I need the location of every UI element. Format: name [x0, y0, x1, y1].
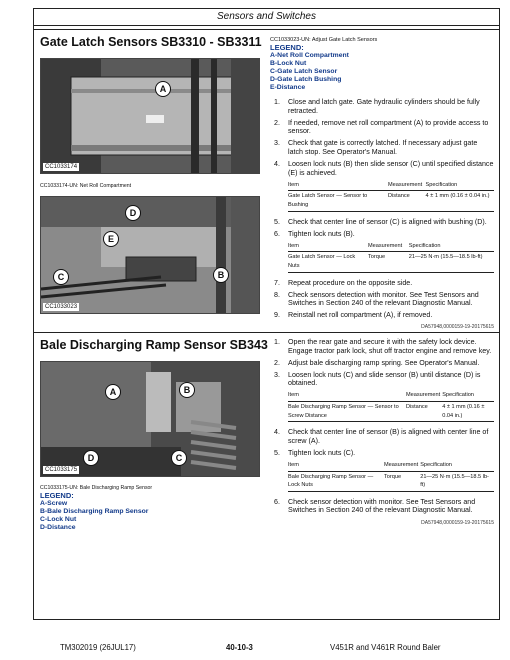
section-divider	[33, 29, 500, 30]
photo-id: CC1033175	[45, 467, 78, 473]
ramp-legend	[40, 492, 260, 532]
gate-steps	[274, 98, 494, 332]
gate-legend	[270, 36, 490, 92]
callout-b: B	[213, 267, 229, 283]
step: 9. Reinstall net roll compartment (A), if removed.	[274, 311, 433, 320]
footer-page-number: 40-10-3	[226, 643, 253, 652]
legend-item: A-Net Roll Compartment	[270, 52, 349, 59]
photo-caption: CC1033175-UN: Bale Discharging Ramp Sensor	[40, 485, 153, 491]
legend-title: LEGEND:	[270, 43, 304, 52]
step: 6. Check sensor detection with monitor. See Test Sensors and Switches in Section 240 of the relevant Diagnostic Manual.	[274, 497, 476, 515]
callout-a: A	[105, 384, 121, 400]
step: 5. Tighten lock nuts (C).	[274, 448, 356, 457]
legend-title: LEGEND:	[40, 491, 74, 500]
legend-item: C-Gate Latch Sensor	[270, 68, 338, 75]
step: 6. Tighten lock nuts (B).	[274, 229, 355, 238]
footer-doc-id: TM302019 (26JUL17)	[60, 643, 136, 652]
step: 1. Close and latch gate. Gate hydraulic cylinders should be fully retracted.	[274, 98, 480, 115]
callout-c: C	[53, 269, 69, 285]
callout-c: C	[171, 450, 187, 466]
callout-b: B	[179, 382, 195, 398]
photo-caption: CC1033174-UN: Net Roll Compartment	[40, 183, 132, 189]
step: 7. Repeat procedure on the opposite side.	[274, 278, 413, 287]
callout-e: E	[103, 231, 119, 247]
legend-item: A-Screw	[40, 500, 68, 507]
step: 3. Loosen lock nuts (C) and slide sensor (B) until distance (D) is obtained.	[274, 370, 481, 388]
step: 4. Check that center line of sensor (B) is aligned with center line of screw (A).	[274, 428, 489, 445]
spec-table: Item Measurement Specification Gate Latch Sensor — Lock Nuts Torque 21—25 N·m (15.5—18.5 lb-ft)	[288, 242, 494, 273]
legend-item: D-Gate Latch Bushing	[270, 76, 342, 83]
callout-d: D	[83, 450, 99, 466]
legend-item: B-Bale Discharging Ramp Sensor	[40, 508, 149, 515]
step: 5. Check that center line of sensor (C) is aligned with bushing (D).	[274, 217, 487, 226]
ramp-steps	[274, 338, 494, 527]
net-roll-photo	[40, 58, 260, 174]
step: 3. Check that gate is correctly latched. If necessary adjust gate latch stop. See Operator's Manual.	[274, 139, 478, 156]
photo-id: CC1033023	[45, 304, 78, 310]
ramp-sensor-photo	[40, 361, 260, 477]
legend-item: C-Lock Nut	[40, 516, 77, 523]
image-id: CC1033023-UN: Adjust Gate Latch Sensors	[270, 37, 378, 43]
spec-table: Item Measurement Specification Bale Discharging Ramp Sensor — Lock Nuts Torque 21—25 N·m (15.5—18.5 lb-ft)	[288, 461, 494, 492]
callout-d: D	[125, 205, 141, 221]
section-divider	[33, 332, 500, 333]
step: 8. Check sensors detection with monitor. See Test Sensors and Switches in Section 240 of the relevant Diagnostic Manual.	[274, 290, 479, 308]
page-header: Sensors and Switches	[33, 8, 500, 26]
callout-a: A	[155, 81, 171, 97]
step: 1. Open the rear gate and secure it with the safety lock device. Engage tractor park lock, shut off tractor engine and remove key.	[274, 338, 492, 355]
legend-item: D-Distance	[40, 524, 76, 531]
doc-reference: DA57948,0000159-19-20175615	[421, 519, 494, 526]
spec-table: Item Measurement Specification Gate Latch Sensor — Sensor to Bushing Distance 4 ± 1 mm (0.16 ± 0.04 in.)	[288, 181, 494, 212]
spec-table: Item Measurement Specification Bale Discharging Ramp Sensor — Sensor to Screw Distance Distance 4 ± 1 mm (0.16 ± 0.04 in.)	[288, 391, 494, 422]
ramp-section-title: Bale Discharging Ramp Sensor SB343	[40, 338, 268, 352]
gate-sensor-photo	[40, 196, 260, 314]
step: 2. Adjust bale discharging ramp spring. See Operator's Manual.	[274, 358, 480, 367]
legend-item: B-Lock Nut	[270, 60, 307, 67]
step: 2. If needed, remove net roll compartment (A) to provide access to sensor.	[274, 118, 489, 136]
legend-item: E-Distance	[270, 84, 306, 91]
doc-reference: DA57948,0000159-19-20175615	[421, 324, 494, 331]
footer-product: V451R and V461R Round Baler	[330, 643, 441, 652]
photo-id: CC1033174	[45, 164, 78, 170]
gate-section-title: Gate Latch Sensors SB3310 - SB3311	[40, 35, 262, 49]
step: 4. Loosen lock nuts (B) then slide sensor (C) until specified distance (E) is achieved.	[274, 160, 494, 177]
